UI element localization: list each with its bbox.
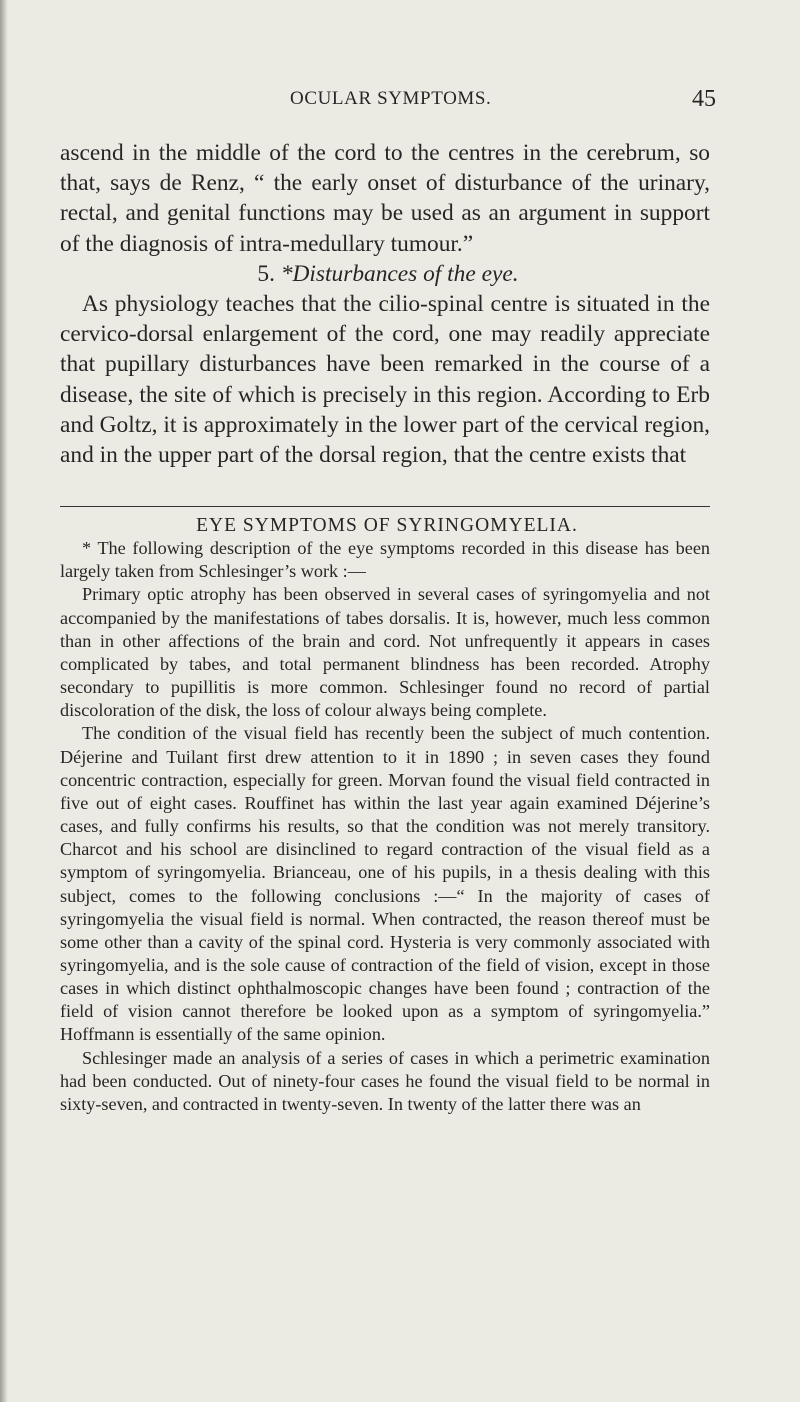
footnote-paragraph-visual-field: The condition of the visual field has recently been the subject of much contention. Déjerine and Tuilant first drew attention to it in 1890 ; in seven cases they found concentric contraction, especially for green. Morvan found the visual field contracted in five out of eight cases. Rouffinet has within the last year again examined Déjerine’s cases, and fully confirms his results, so that the condition was not merely transitory. Charcot and his school are disinclined to regard contraction of the visual field as a symptom of syringomyelia. Brianceau, one of his pupils, in a thesis dealing with this subject, comes to the following conclusions :—“ In the majority of cases of syringomyelia the visual field is normal. When contracted, the reason thereof must be some other than a cavity of the spinal cord. Hysteria is very commonly associated with syringomyelia, and is the sole cause of contraction of the field of vision, except in those cases in which distinct ophthalmoscopic changes have been found ; contraction of the field of vision cannot therefore be looked upon as a symptom of syringomyelia.” Hoffmann is essentially of the same opinion.: [60, 723, 710, 1045]
footnote: [60, 514, 710, 1116]
paragraph-cilio-spinal: As physiology teaches that the cilio-spinal centre is situated in the cervico-dorsal enlargement of the cord, one may readily appreciate that pupillary disturbances have been remarked in the course of a disease, the site of which is precisely in this region. According to Erb and Goltz, it is approximately in the lower part of the cervical region, and in the upper part of the dorsal region, that the centre exists that: [60, 291, 710, 469]
footnote-paragraph-schlesinger: Schlesinger made an analysis of a series of cases in which a perimetric examination had been conducted. Out of ninety-four cases he found the visual field to be normal in sixty-seven, and contracted in twenty-seven. In twenty of the latter there was an: [60, 1047, 710, 1114]
page-number: 45: [692, 86, 716, 112]
page-header: [0, 88, 800, 118]
section-number: 5.: [257, 260, 275, 287]
book-spine-shadow: [0, 0, 8, 1402]
paragraph-continuation: ascend in the middle of the cord to the centres in the cerebrum, so that, says de Renz, “ the early onset of disturbance of the urinary, rectal, and genital functions may be used as an argument in support of the diagnosis of intra-medullary tumour.”: [60, 140, 710, 257]
footnote-paragraph-optic-atrophy: Primary optic atrophy has been observed in several cases of syringomyelia and not accompanied by the manifestations of tabes dorsalis. It is, however, much less common than in other affections of the brain and cord. Not unfrequently it appears in cases complicated by tabes, and total permanent blindness has been recorded. Atrophy secondary to pupillitis is more common. Schlesinger found no record of partial discoloration of the disk, the loss of colour always being complete.: [60, 584, 710, 721]
footnote-intro: * The following description of the eye symptoms recorded in this disease has been largely taken from Schlesinger’s work :—: [60, 538, 710, 582]
main-text: [60, 138, 710, 470]
section-title: *Disturbances of the eye.: [280, 260, 519, 287]
section-heading: [60, 259, 710, 289]
running-title: OCULAR SYMPTOMS.: [290, 88, 492, 109]
footnote-title: EYE SYMPTOMS OF SYRINGOMYELIA.: [196, 515, 578, 536]
footnote-divider: [60, 506, 710, 507]
